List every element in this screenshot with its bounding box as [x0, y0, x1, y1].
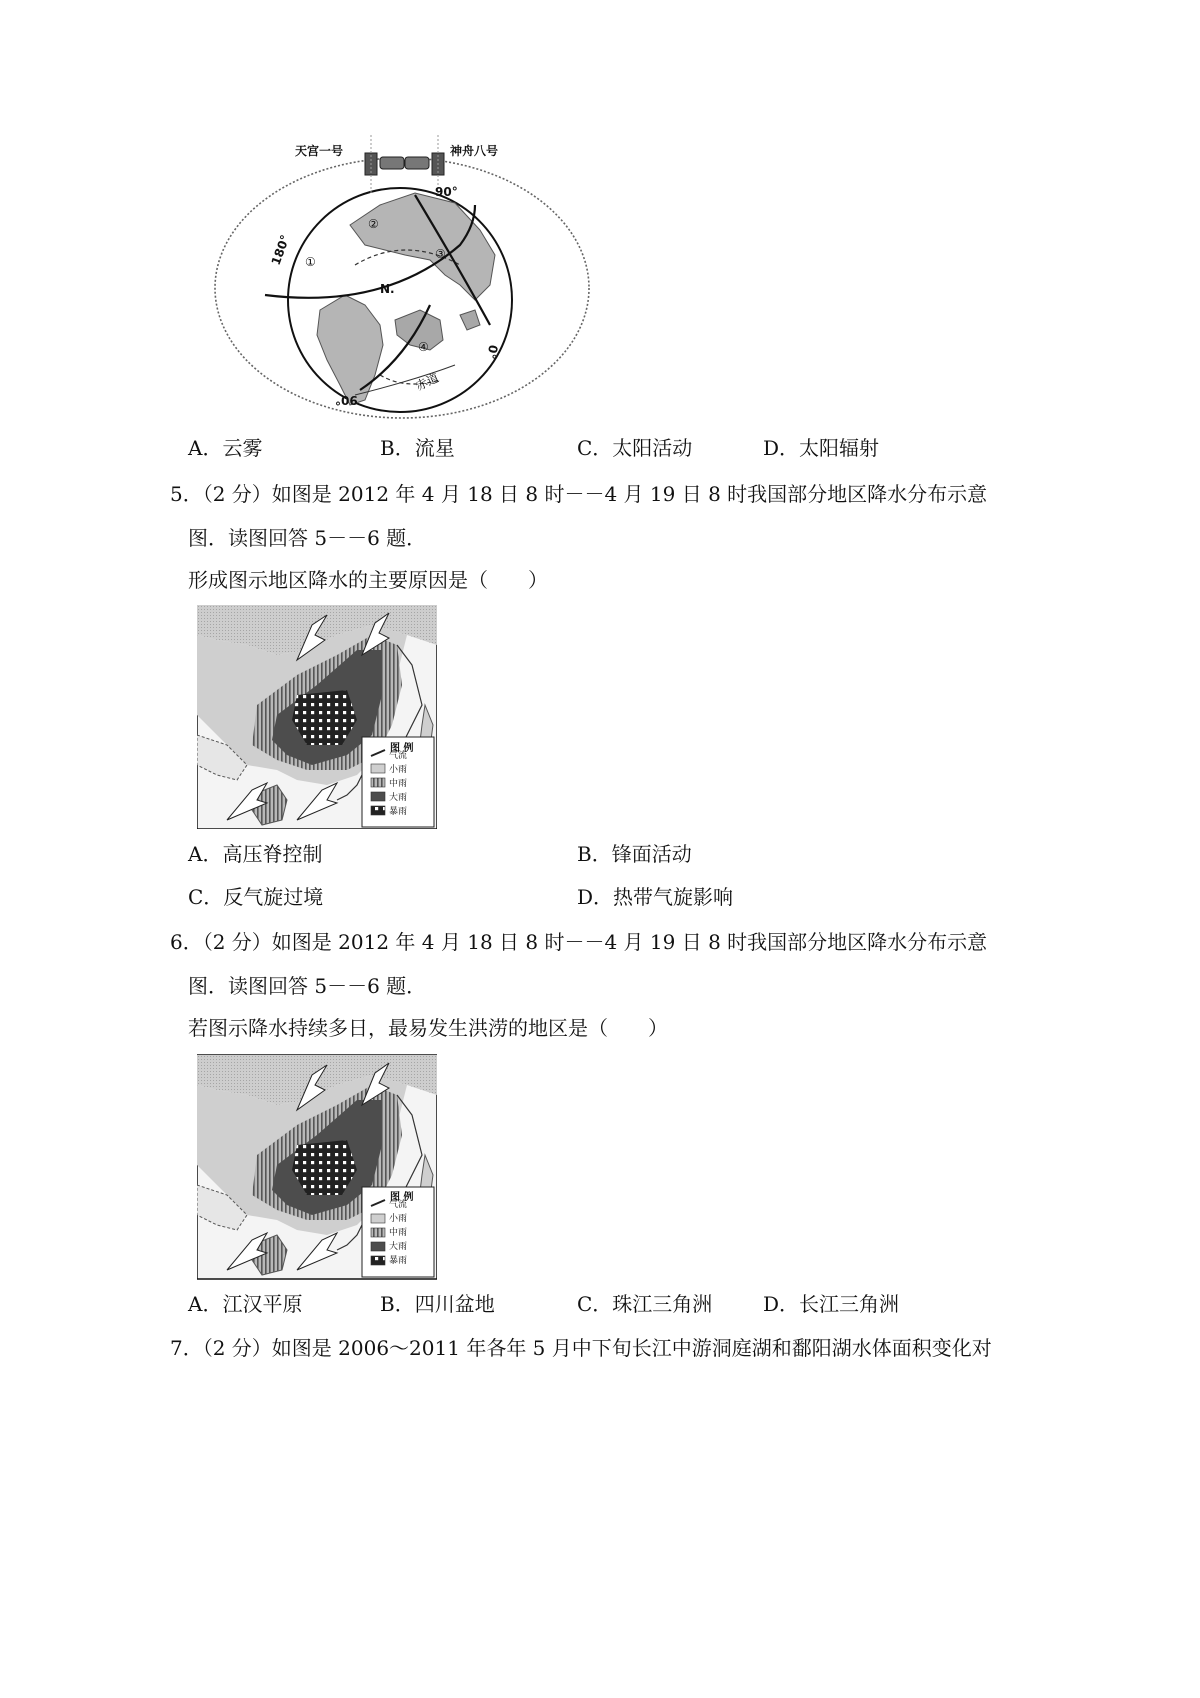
q5-option-a[interactable]: A．高压脊控制 [188, 842, 323, 866]
q6-legend-rainstorm: 暴雨 [389, 1256, 408, 1266]
q4-option-c[interactable]: C．太阳活动 [577, 436, 693, 460]
north-pole-label: N. [380, 282, 395, 296]
q5-legend-airflow: 气流 [389, 751, 408, 761]
lon-0: 0° [484, 343, 501, 361]
q6-rain-map [197, 1054, 437, 1280]
q4-option-a[interactable]: A．云雾 [188, 436, 263, 460]
q6-question: 若图示降水持续多日，最易发生洪涝的地区是（ ） [188, 1016, 668, 1040]
lon-180: 180° [268, 233, 293, 267]
q5-rain-map [197, 605, 437, 829]
q4-option-d[interactable]: D．太阳辐射 [763, 436, 880, 460]
q7-stem-line1: 7．（2 分）如图是 2006～2011 年各年 5 月中下旬长江中游洞庭湖和鄱阳湖水体面积变化对 [170, 1336, 992, 1360]
q6-option-a[interactable]: A．江汉平原 [188, 1292, 303, 1316]
marker-3: ③ [435, 247, 446, 261]
q6-legend-moderate-rain: 中雨 [389, 1228, 408, 1238]
q5-legend-heavy-rain: 大雨 [389, 793, 408, 803]
q5-option-d[interactable]: D．热带气旋影响 [577, 885, 734, 909]
q6-stem-line2: 图．读图回答 5－－6 题． [188, 974, 427, 998]
lon-90-top: 90° [435, 185, 458, 199]
q6-legend-title: 图 例 [390, 1192, 414, 1203]
q5-legend-moderate-rain: 中雨 [389, 779, 408, 789]
q6-option-b[interactable]: B．四川盆地 [380, 1292, 495, 1316]
lon-90-bottom: 90° [335, 393, 358, 407]
q6-option-c[interactable]: C．珠江三角洲 [577, 1292, 713, 1316]
marker-2: ② [368, 217, 379, 231]
q5-question: 形成图示地区降水的主要原因是（ ） [188, 568, 548, 592]
q5-stem-line2: 图．读图回答 5－－6 题． [188, 526, 427, 550]
q6-stem-line1: 6．（2 分）如图是 2012 年 4 月 18 日 8 时－－4 月 19 日 8 时我国部分地区降水分布示意 [170, 930, 988, 954]
q6-legend-light-rain: 小雨 [389, 1214, 408, 1224]
q5-legend-rainstorm: 暴雨 [389, 807, 408, 817]
q6-legend-heavy-rain: 大雨 [389, 1242, 408, 1252]
q4-option-b[interactable]: B．流星 [380, 436, 455, 460]
shenzhou-label: 神舟八号 [450, 144, 499, 158]
q6-legend-airflow: 气流 [389, 1200, 408, 1210]
q6-option-d[interactable]: D．长江三角洲 [763, 1292, 900, 1316]
q5-option-b[interactable]: B．锋面活动 [577, 842, 692, 866]
marker-1: ① [305, 255, 316, 269]
q5-legend-title: 图 例 [390, 743, 414, 754]
tiangong-label: 天宫一号 [295, 144, 344, 158]
globe-figure [205, 135, 600, 440]
marker-4: ④ [418, 340, 429, 354]
q5-legend-light-rain: 小雨 [389, 765, 408, 775]
q5-option-c[interactable]: C．反气旋过境 [188, 885, 324, 909]
equator-label: 赤道 [413, 370, 442, 394]
q5-stem-line1: 5．（2 分）如图是 2012 年 4 月 18 日 8 时－－4 月 19 日 8 时我国部分地区降水分布示意 [170, 482, 988, 506]
